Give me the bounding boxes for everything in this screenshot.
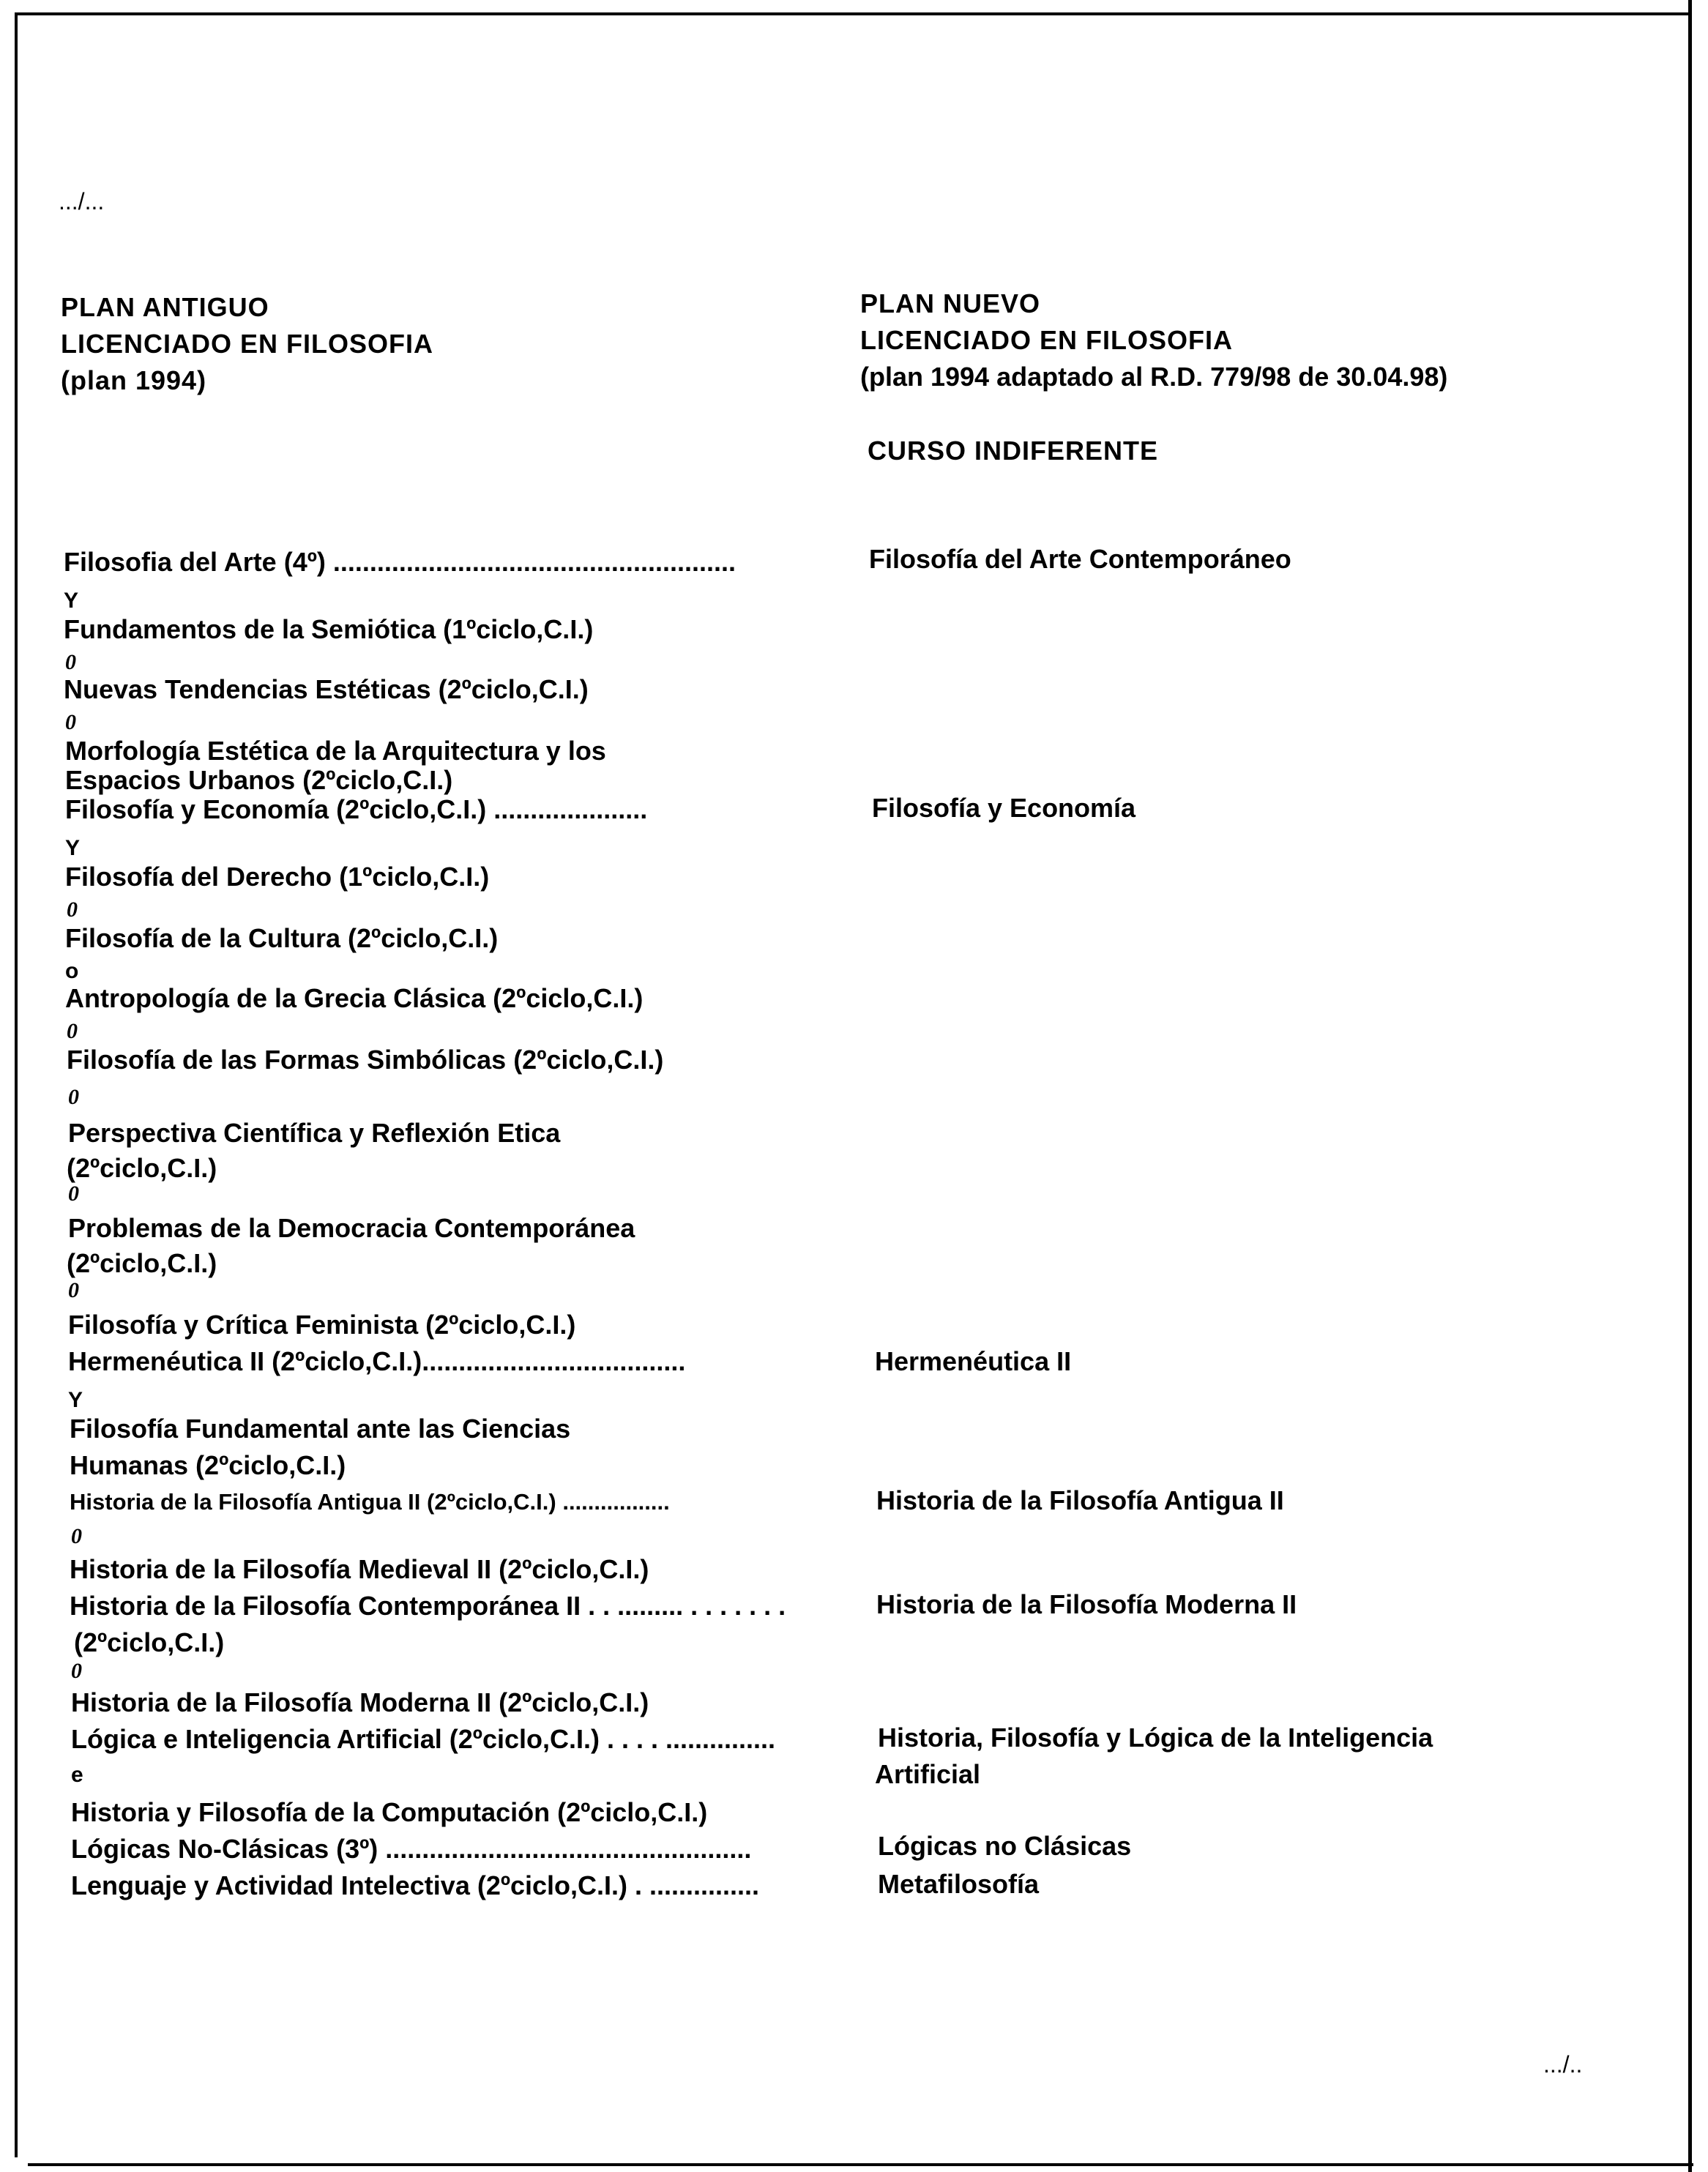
old-subject-line: (2ºciclo,C.I.) <box>67 1153 217 1183</box>
new-subject-line: Hermenéutica II <box>875 1346 1072 1376</box>
connector-o: 0 <box>68 1278 79 1302</box>
connector-o: 0 <box>65 650 76 674</box>
new-subject-line: Historia, Filosofía y Lógica de la Inteligencia <box>878 1723 1433 1753</box>
old-subject-line: Filosofía de las Formas Simbólicas (2ºciclo,C.I.) <box>67 1045 664 1075</box>
old-subject-line: Perspectiva Científica y Reflexión Etica <box>68 1118 561 1148</box>
plan-nuevo-degree: LICENCIADO EN FILOSOFIA <box>860 325 1233 355</box>
old-subject-line: (2ºciclo,C.I.) <box>74 1627 225 1657</box>
old-subject-line: Historia de la Filosofía Medieval II (2ºciclo,C.I.) <box>70 1554 649 1584</box>
continuation-mark-bottom: .../.. <box>1543 2051 1583 2078</box>
old-subject-line: Espacios Urbanos (2ºciclo,C.I.) <box>65 765 453 795</box>
old-subject-line: Problemas de la Democracia Contemporánea <box>68 1213 635 1243</box>
old-subject-line: Humanas (2ºciclo,C.I.) <box>70 1450 346 1480</box>
new-subject-line: Lógicas no Clásicas <box>878 1831 1132 1861</box>
frame-bottom-border <box>28 2163 1693 2166</box>
old-subject-line: Morfología Estética de la Arquitectura y los <box>65 736 606 766</box>
connector-e: e <box>71 1763 83 1787</box>
old-subject-line: Lógicas No-Clásicas (3º) .................................................. <box>71 1834 752 1864</box>
old-subject-line: Filosofia del Arte (4º) ....................................................... <box>64 547 736 577</box>
old-subject-line: Filosofía Fundamental ante las Ciencias <box>70 1414 571 1444</box>
connector-o: 0 <box>68 1182 79 1206</box>
plan-nuevo-year: (plan 1994 adaptado al R.D. 779/98 de 30.04.98) <box>860 362 1448 392</box>
new-subject-line: Historia de la Filosofía Moderna II <box>876 1589 1297 1619</box>
old-subject-line: Lógica e Inteligencia Artificial (2ºciclo,C.I.) . . . . ............... <box>71 1724 776 1754</box>
frame-right-border <box>1688 0 1692 2172</box>
new-subject-line: Artificial <box>875 1759 981 1789</box>
connector-o: 0 <box>67 1019 78 1043</box>
plan-antiguo-degree: LICENCIADO EN FILOSOFIA <box>61 329 433 359</box>
old-subject-line: Filosofía del Derecho (1ºciclo,C.I.) <box>65 862 490 892</box>
new-subject-line: Filosofía del Arte Contemporáneo <box>869 544 1291 574</box>
old-subject-line: Historia de la Filosofía Contemporánea II . . ......... . . . . . . . <box>70 1591 786 1621</box>
plan-nuevo-title: PLAN NUEVO <box>860 288 1041 318</box>
connector-o: 0 <box>71 1659 82 1683</box>
new-subject-line: Metafilosofía <box>878 1869 1040 1899</box>
old-subject-line: Lenguaje y Actividad Intelectiva (2ºciclo,C.I.) . ............... <box>71 1870 760 1900</box>
new-subject-line: Historia de la Filosofía Antigua II <box>876 1485 1284 1515</box>
old-subject-line: Historia de la Filosofía Moderna II (2ºciclo,C.I.) <box>71 1687 649 1717</box>
connector-o: o <box>65 959 79 983</box>
old-subject-line: Fundamentos de la Semiótica (1ºciclo,C.I.) <box>64 614 594 644</box>
frame-left-border <box>15 12 18 2157</box>
connector-y: Y <box>65 836 81 860</box>
old-subject-line: Nuevas Tendencias Estéticas (2ºciclo,C.I.) <box>64 674 589 704</box>
old-subject-line: Antropología de la Grecia Clásica (2ºciclo,C.I.) <box>65 983 644 1013</box>
plan-antiguo-title: PLAN ANTIGUO <box>61 292 269 322</box>
old-subject-line: Filosofía de la Cultura (2ºciclo,C.I.) <box>65 923 499 953</box>
connector-o: 0 <box>65 710 76 734</box>
old-subject-line: Historia y Filosofía de la Computación (2ºciclo,C.I.) <box>71 1797 708 1827</box>
connector-y: Y <box>68 1388 83 1412</box>
old-subject-line: Hermenéutica II (2ºciclo,C.I.).................................... <box>68 1346 686 1376</box>
new-subject-line: Filosofía y Economía <box>872 793 1136 823</box>
old-subject-line: (2ºciclo,C.I.) <box>67 1248 217 1278</box>
curso-indiferente-heading: CURSO INDIFERENTE <box>868 436 1159 466</box>
connector-o: 0 <box>67 897 78 922</box>
connector-o: 0 <box>71 1524 82 1548</box>
frame-top-border <box>15 12 1691 15</box>
connector-y: Y <box>64 589 79 613</box>
old-subject-line: Filosofía y Crítica Feminista (2ºciclo,C.I.) <box>68 1310 576 1340</box>
plan-antiguo-year: (plan 1994) <box>61 365 207 395</box>
old-subject-line: Historia de la Filosofía Antigua II (2ºciclo,C.I.) ................. <box>70 1489 670 1515</box>
continuation-mark-top: .../... <box>59 188 105 214</box>
connector-o: 0 <box>68 1085 79 1109</box>
old-subject-line: Filosofía y Economía (2ºciclo,C.I.) ..................... <box>65 794 648 824</box>
